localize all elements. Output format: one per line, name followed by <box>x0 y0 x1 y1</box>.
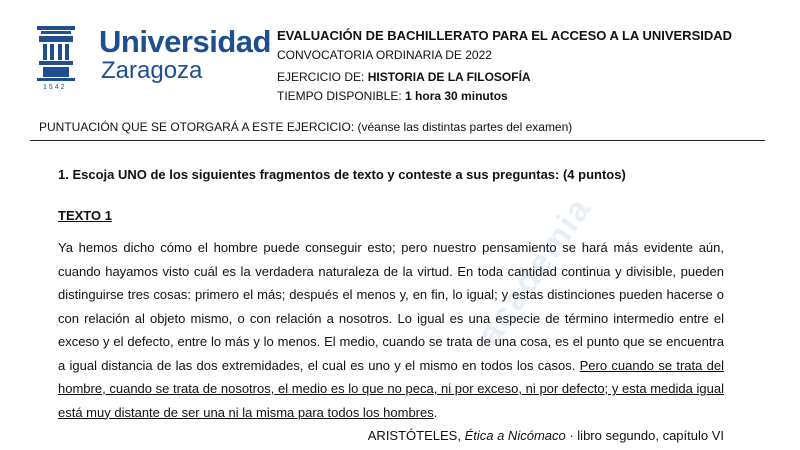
university-logo <box>33 26 273 98</box>
crest-icon <box>33 26 79 86</box>
divider <box>30 140 765 141</box>
exam-time <box>277 88 732 104</box>
exam-subject <box>277 69 732 85</box>
text-label: TEXTO 1 <box>58 208 112 223</box>
university-name: Universidad <box>99 24 271 59</box>
exam-header <box>277 28 732 104</box>
time-label: TIEMPO DISPONIBLE: <box>277 89 406 103</box>
subject-label: EJERCICIO DE: <box>277 70 368 84</box>
citation-author: ARISTÓTELES, <box>367 428 465 443</box>
time-value: 1 hora 30 minutos <box>405 89 508 103</box>
exam-title: EVALUACIÓN DE BACHILLERATO PARA EL ACCESO A LA UNIVERSIDAD <box>277 28 733 43</box>
university-city: Zaragoza <box>101 57 203 84</box>
watermark: academia <box>470 189 600 352</box>
subject-value: HISTORIA DE LA FILOSOFÍA <box>367 70 531 84</box>
passage-end: . <box>433 404 438 420</box>
text-passage <box>58 236 724 424</box>
citation-rest: · libro segundo, capítulo VI <box>565 428 724 443</box>
question-title: 1. Escoja UNO de los siguientes fragmentos de texto y conteste a sus preguntas: (4 puntos) <box>58 167 626 182</box>
passage-underlined: Pero cuando se trata del hombre, cuando se trata de nosotros, el medio es lo que no peca, ni por exceso, ni por defecto; y esta medida igual está muy distante de ser una ni la misma para todos los hombres <box>58 357 724 420</box>
scoring-note: PUNTUACIÓN QUE SE OTORGARÁ A ESTE EJERCICIO: (véanse las distintas partes del examen) <box>39 120 573 134</box>
citation-work: Ética a Nicómaco <box>464 428 566 443</box>
passage-plain: Ya hemos dicho cómo el hombre puede conseguir esto; pero nuestro pensamiento se hará más evidente aún, cuando hayamos visto cuál es la verdadera naturaleza de la virtud. En toda cantidad continua y divisible, pueden distinguirse tres cosas: primero el más; después el menos y, en fin, lo igual; y estas distinciones pueden hacerse o con relación al objeto mismo, o con relación a nosotros. Lo igual es una especie de término intermedio entre el exceso y el defecto, entre lo más y lo menos. El medio, cuando se trata de una cosa, es el punto que se encuentra a igual distancia de las dos extremidades, el cual es uno y el mismo en todos los casos. <box>58 240 724 373</box>
citation <box>368 428 724 443</box>
founding-year: 1542 <box>43 84 67 91</box>
exam-call: CONVOCATORIA ORDINARIA DE 2022 <box>277 48 492 62</box>
